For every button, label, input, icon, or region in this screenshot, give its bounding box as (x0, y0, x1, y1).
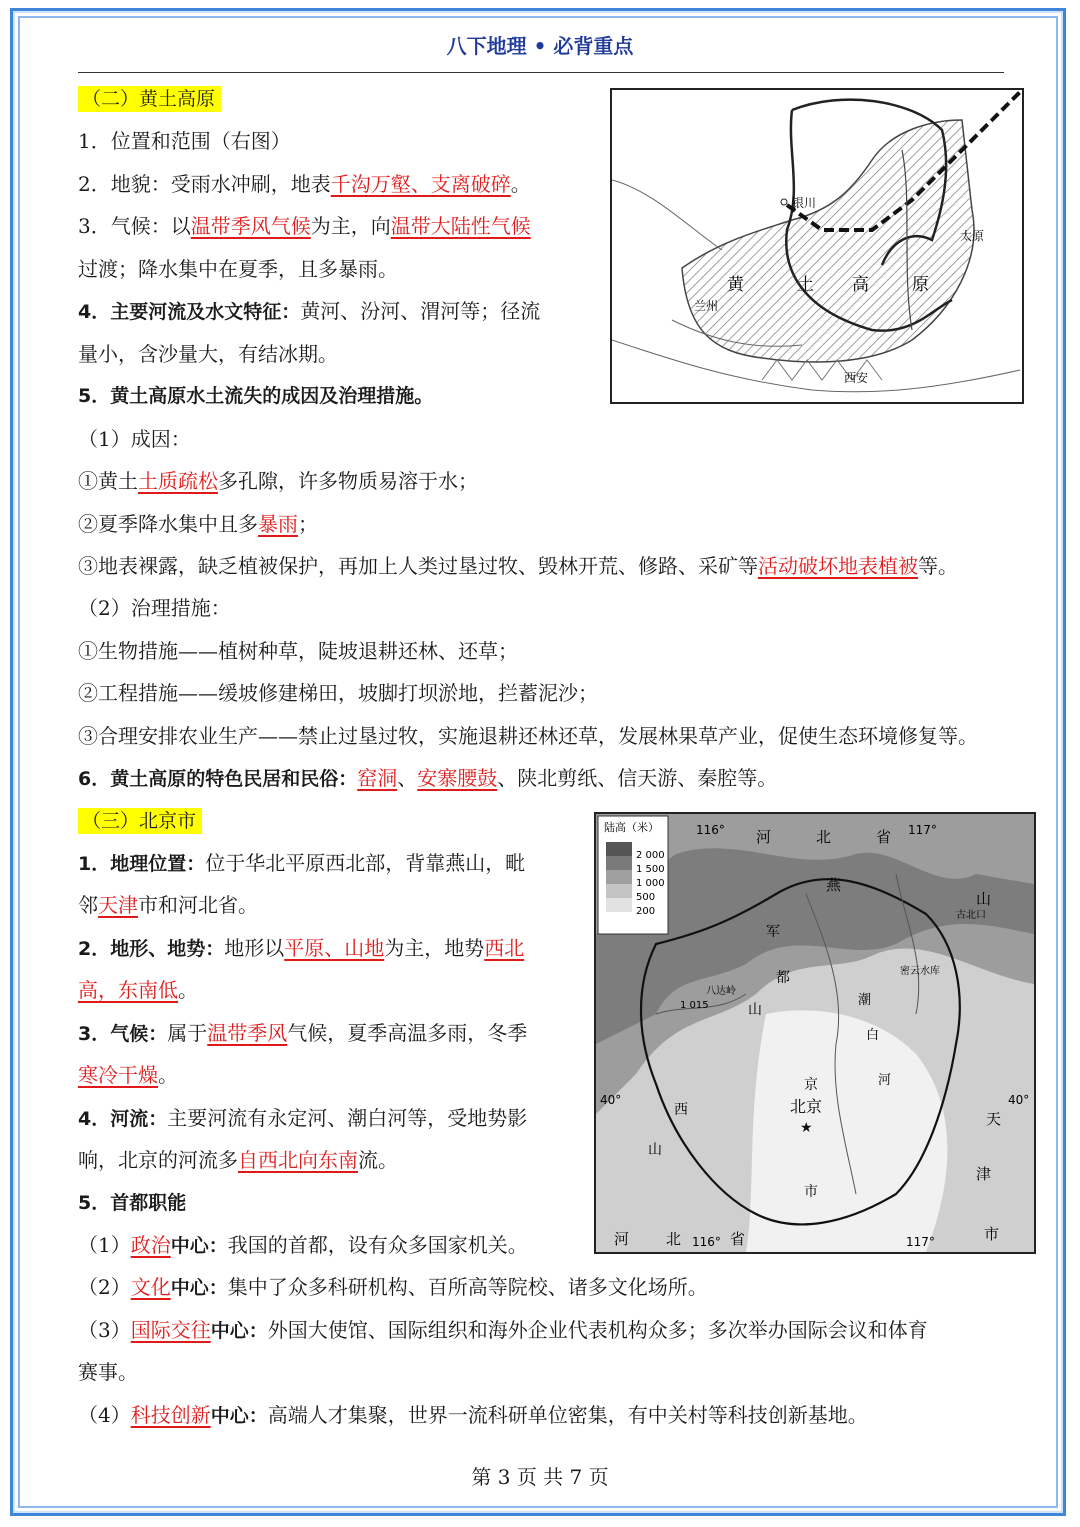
svg-text:古北口: 古北口 (956, 910, 986, 921)
beijing-item-2-cont: 高，东南低。 (78, 978, 198, 1002)
svg-text:都: 都 (776, 970, 790, 986)
svg-text:山: 山 (748, 1002, 762, 1018)
cause-1: ①黄土土质疏松多孔隙，许多物质易溶于水； (78, 469, 478, 493)
keyword: 天津 (98, 893, 138, 917)
svg-text:白: 白 (866, 1028, 880, 1043)
keyword: 文化 (130, 1275, 171, 1299)
svg-text:土: 土 (797, 275, 814, 295)
svg-text:市: 市 (804, 1184, 818, 1200)
svg-text:军: 军 (766, 924, 780, 940)
keyword: 平原、山地 (284, 936, 385, 960)
header-divider (78, 72, 1004, 73)
keyword: 温带季风气候 (190, 214, 311, 238)
loess-item-2: 2．地貌：受雨水冲刷，地表千沟万壑、支离破碎。 (78, 172, 531, 196)
keyword: 千沟万壑、支离破碎 (330, 172, 511, 196)
svg-text:117°: 117° (908, 823, 937, 837)
beijing-item-1-cont: 邻天津市和河北省。 (78, 893, 258, 917)
svg-text:山: 山 (648, 1142, 662, 1158)
keyword: 窑洞 (357, 766, 398, 790)
svg-text:天: 天 (986, 1110, 1002, 1128)
svg-text:河: 河 (878, 1073, 892, 1088)
svg-text:省: 省 (876, 828, 892, 846)
measure-2: ②工程措施——缓坡修建梯田，坡脚打坝淤地，拦蓄泥沙； (78, 681, 598, 705)
beijing-item-4: 4．河流：主要河流有永定河、潮白河等，受地势影 (78, 1106, 528, 1130)
cause-3: ③地表裸露，缺乏植被保护，再加上人类过垦过牧、毁林开荒、修路、采矿等活动破坏地表植被等。 (78, 554, 958, 578)
beijing-item-5: 5．首都职能 (78, 1192, 187, 1214)
keyword: 自西北向东南 (238, 1148, 358, 1172)
measure-1: ①生物措施——植树种草，陡坡退耕还林、还草； (78, 639, 518, 663)
beijing-item-3-cont: 寒冷干燥。 (78, 1063, 178, 1087)
svg-text:北京: 北京 (790, 1097, 823, 1116)
svg-text:200: 200 (636, 906, 656, 917)
svg-text:陆高（米）: 陆高（米） (604, 821, 659, 834)
keyword: 政治 (130, 1233, 171, 1257)
function-4: （4）科技创新中心：高端人才集聚，世界一流科研单位密集，有中关村等科技创新基地。 (78, 1403, 868, 1427)
measures-heading: （2）治理措施： (78, 596, 231, 620)
svg-text:潮: 潮 (858, 993, 872, 1008)
function-3-cont: 赛事。 (78, 1360, 138, 1384)
svg-text:40°: 40° (1008, 1093, 1030, 1107)
section-beijing-title: （三）北京市 (78, 806, 202, 835)
keyword: 安寨腰鼓 (417, 766, 498, 790)
causes-heading: （1）成因： (78, 427, 191, 451)
loess-item-5: 5．黄土高原水土流失的成因及治理措施。 (78, 385, 434, 407)
beijing-item-2: 2．地形、地势：地形以平原、山地为主，地势西北 (78, 936, 525, 960)
function-1: （1）政治中心：我国的首都，设有众多国家机关。 (78, 1233, 528, 1257)
keyword: 高，东南低 (78, 978, 178, 1002)
function-3: （3）国际交往中心：外国大使馆、国际组织和海外企业代表机构众多；多次举办国际会议和体育 (78, 1318, 928, 1342)
svg-text:市: 市 (984, 1225, 1000, 1243)
beijing-map (594, 812, 1036, 1254)
svg-text:116°: 116° (696, 823, 725, 837)
svg-text:黄: 黄 (727, 275, 744, 295)
svg-text:兰州: 兰州 (694, 299, 719, 313)
svg-text:津: 津 (976, 1165, 992, 1183)
page-footer: 第 3 页 共 7 页 (471, 1465, 609, 1489)
keyword: 科技创新 (130, 1403, 211, 1427)
svg-text:北: 北 (666, 1230, 682, 1248)
beijing-item-3: 3．气候：属于温带季风气候，夏季高温多雨，冬季 (78, 1021, 528, 1045)
loess-item-6: 6．黄土高原的特色民居和民俗：窑洞、安寨腰鼓、陕北剪纸、信天游、秦腔等。 (78, 766, 778, 790)
keyword: 寒冷干燥 (78, 1063, 158, 1087)
svg-text:原: 原 (912, 275, 929, 295)
loess-item-3: 3．气候：以温带季风气候为主，向温带大陆性气候 (78, 214, 531, 238)
svg-text:2 000: 2 000 (636, 850, 665, 861)
beijing-item-1: 1．地理位置：位于华北平原西北部，背靠燕山，毗 (78, 851, 526, 875)
svg-text:117°: 117° (906, 1235, 935, 1249)
loess-item-3-cont: 过渡；降水集中在夏季，且多暴雨。 (78, 257, 398, 281)
loess-item-4-cont: 量小，含沙量大，有结冰期。 (78, 342, 338, 366)
keyword: 温带大陆性气候 (390, 214, 531, 238)
svg-text:山: 山 (976, 890, 992, 908)
loess-item-4: 4．主要河流及水文特征：黄河、汾河、渭河等；径流 (78, 299, 541, 323)
svg-text:1 015: 1 015 (680, 1000, 709, 1011)
svg-text:京: 京 (804, 1077, 818, 1093)
svg-text:北: 北 (816, 828, 832, 846)
section-loess-title: （二）黄土高原 (78, 84, 221, 113)
keyword: 活动破坏地表植被 (758, 554, 918, 578)
page-header-title: 八下地理 • 必背重点 (446, 34, 634, 58)
svg-text:西: 西 (674, 1102, 688, 1118)
keyword: 西北 (484, 936, 525, 960)
svg-text:高: 高 (852, 275, 869, 295)
svg-text:河: 河 (756, 828, 772, 846)
svg-text:500: 500 (636, 892, 656, 903)
beijing-item-4-cont: 响，北京的河流多自西北向东南流。 (78, 1148, 398, 1172)
svg-text:太原: 太原 (960, 229, 985, 243)
loess-item-1: 1．位置和范围（右图） (78, 129, 291, 153)
cause-2: ②夏季降水集中且多暴雨； (78, 512, 318, 536)
svg-text:河: 河 (614, 1230, 630, 1248)
keyword: 温带季风 (207, 1021, 288, 1045)
svg-text:八达岭: 八达岭 (706, 986, 736, 997)
svg-text:燕: 燕 (826, 876, 842, 894)
keyword: 国际交往 (130, 1318, 211, 1342)
svg-text:西安: 西安 (844, 371, 869, 385)
measure-3: ③合理安排农业生产——禁止过垦过牧，实施退耕还林还草，发展林果草产业，促使生态环境修复等。 (78, 724, 978, 748)
function-2: （2）文化中心：集中了众多科研机构、百所高等院校、诸多文化场所。 (78, 1275, 708, 1299)
svg-text:省: 省 (730, 1230, 746, 1248)
svg-text:1 000: 1 000 (636, 878, 665, 889)
svg-text:银川: 银川 (792, 196, 817, 210)
svg-text:40°: 40° (600, 1093, 622, 1107)
svg-text:116°: 116° (692, 1235, 721, 1249)
svg-text:密云水库: 密云水库 (900, 966, 940, 977)
keyword: 暴雨 (258, 512, 298, 536)
keyword: 土质疏松 (138, 469, 218, 493)
svg-text:★: ★ (800, 1120, 813, 1136)
loess-plateau-map (610, 88, 1024, 404)
svg-text:1 500: 1 500 (636, 864, 665, 875)
